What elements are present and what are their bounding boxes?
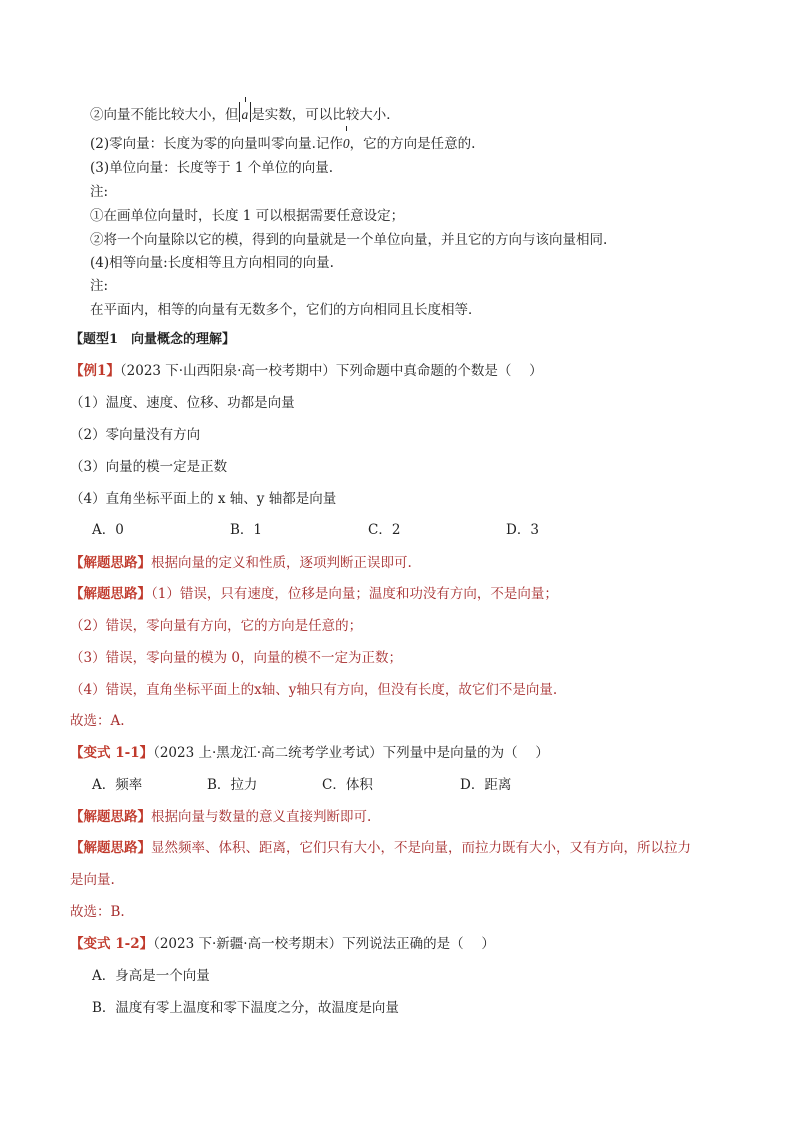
option-d: D．距离: [460, 777, 512, 793]
example1-hint: 【解题思路】根据向量的定义和性质，逐项判断正误即可.: [70, 555, 412, 571]
example1-stem: 【例1】（2023 下·山西阳泉·高一校考期中）下列命题中真命题的个数是（ ）: [70, 363, 543, 379]
note-line-6: ②将一个向量除以它的模，得到的向量就是一个单位向量，并且它的方向与该向量相同.: [90, 232, 608, 248]
text: ②向量不能比较大小，但: [90, 107, 239, 123]
abs-a: a: [239, 105, 252, 125]
example1-item-2: （2）零向量没有方向: [70, 427, 201, 443]
note-line-9: 在平面内，相等的向量有无数多个，它们的方向相同且长度相等．: [90, 302, 482, 318]
note-label: 注:: [90, 184, 109, 200]
option-c: C．2: [368, 522, 401, 538]
option-c: C．体积: [322, 777, 373, 793]
variant11-answer: 故选：B.: [70, 904, 125, 920]
option-a: A．频率: [92, 777, 143, 793]
example1-solution-2: （2）错误，零向量有方向，它的方向是任意的；: [70, 618, 363, 634]
option-d: D．3: [506, 522, 539, 538]
text: 是实数，可以比较大小．: [251, 107, 400, 123]
note-line-7: (4)相等向量:长度相等且方向相同的向量.: [90, 255, 334, 271]
option-a: A．0: [92, 522, 124, 538]
example1-item-4: （4）直角坐标平面上的 x 轴、y 轴都是向量: [70, 491, 337, 507]
note-label-2: 注:: [90, 278, 109, 294]
note-line-1: [90, 105, 400, 125]
variant11-options: [92, 775, 511, 795]
section-heading: 【题型1 向量概念的理解】: [70, 332, 236, 347]
example1-solution-3: （3）错误，零向量的模为 0，向量的模不一定为正数；: [70, 650, 402, 666]
example1-solution-4: （4）错误，直角坐标平面上的x轴、y轴只有方向，但没有长度，故它们不是向量.: [70, 682, 558, 698]
option-b: B．1: [230, 522, 263, 538]
example1-item-3: （3）向量的模一定是正数: [70, 459, 228, 475]
zero-vector: 0: [343, 134, 350, 154]
variant12-stem: 【变式 1-2】（2023 下·新疆·高一校考期末）下列说法正确的是（ ）: [70, 936, 495, 952]
option-b: B．拉力: [207, 777, 258, 793]
variant11-stem: 【变式 1-1】（2023 上·黑龙江·高二统考学业考试）下列量中是向量的为（ ）: [70, 745, 549, 761]
example1-item-1: （1）温度、速度、位移、功都是向量: [70, 395, 295, 411]
example1-solution-1: 【解题思路】（1）错误，只有速度，位移是向量；温度和功没有方向，不是向量；: [70, 586, 558, 602]
example1-answer: 故选：A.: [70, 713, 125, 729]
variant11-solution-1: 【解题思路】显然频率、体积、距离，它们只有大小，不是向量，而拉力既有大小，又有方向，所以拉力: [70, 840, 691, 856]
variant12-option-b: B．温度有零上温度和零下温度之分，故温度是向量: [92, 1000, 399, 1016]
variant11-solution-2: 是向量.: [70, 872, 115, 888]
example1-options: [92, 520, 539, 540]
variant11-hint: 【解题思路】根据向量与数量的意义直接判断即可.: [70, 809, 372, 825]
note-line-5: ①在画单位向量时，长度 1 可以根据需要任意设定；: [90, 208, 405, 224]
note-line-2: (2)零向量：长度为零的向量叫零向量.记作 0，它的方向是任意的.: [90, 134, 475, 154]
variant12-option-a: A．身高是一个向量: [92, 968, 210, 984]
note-line-3: (3)单位向量：长度等于 1 个单位的向量.: [90, 160, 334, 176]
